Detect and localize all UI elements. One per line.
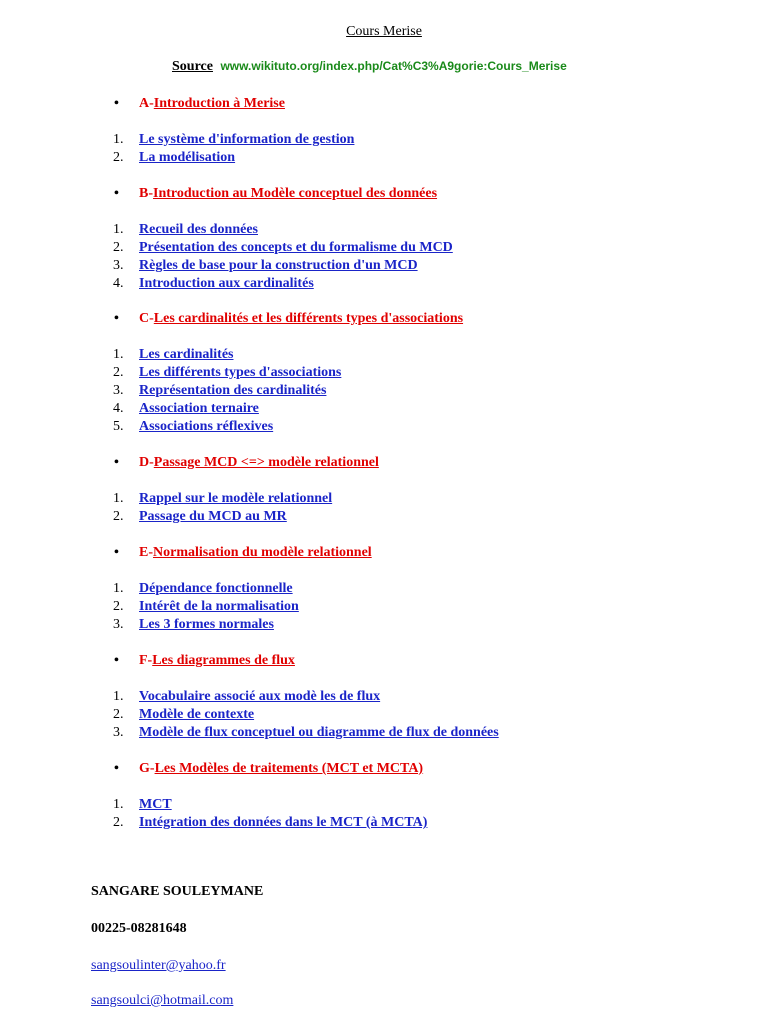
section-item-list xyxy=(0,347,768,437)
section-letter: E- xyxy=(139,545,153,560)
list-item-link[interactable]: Représentation des cardinalités xyxy=(139,383,327,398)
list-item-link[interactable]: Modèle de flux conceptuel ou diagramme de flux de données xyxy=(139,725,499,740)
section-heading-text xyxy=(139,761,423,777)
section-item-list xyxy=(0,689,768,743)
list-item-link[interactable]: Association ternaire xyxy=(139,401,259,416)
section-title-link[interactable]: Introduction au Modèle conceptuel des données xyxy=(153,186,438,201)
section-heading xyxy=(0,761,768,779)
bullet-icon: • xyxy=(114,545,119,560)
list-item xyxy=(0,132,768,150)
list-item-link[interactable]: Recueil des données xyxy=(139,222,258,237)
section-heading-text xyxy=(139,186,437,202)
source-line xyxy=(172,59,567,75)
list-item-number: 5. xyxy=(113,419,124,434)
section-letter: C- xyxy=(139,311,154,326)
list-item-number: 1. xyxy=(113,689,124,704)
email-link-hotmail[interactable]: sangsoulci@hotmail.com xyxy=(91,993,234,1008)
section-item-list xyxy=(0,491,768,527)
section-title-link[interactable]: Normalisation du modèle relationnel xyxy=(153,545,372,560)
section-title-link[interactable]: Introduction à Merise xyxy=(153,96,285,111)
list-item-number: 2. xyxy=(113,599,124,614)
list-item xyxy=(0,491,768,509)
list-item xyxy=(0,419,768,437)
list-item xyxy=(0,707,768,725)
list-item-number: 2. xyxy=(113,707,124,722)
list-item-number: 1. xyxy=(113,797,124,812)
list-item-link[interactable]: Introduction aux cardinalités xyxy=(139,276,314,291)
section-title-link[interactable]: Les diagrammes de flux xyxy=(152,653,295,668)
section-letter: G- xyxy=(139,761,155,776)
section-item-list xyxy=(0,132,768,168)
list-item-number: 4. xyxy=(113,276,124,291)
section-heading xyxy=(0,186,768,204)
section-item-list xyxy=(0,581,768,635)
section-title-link[interactable]: Les cardinalités et les différents types d'associations xyxy=(153,311,464,326)
list-item xyxy=(0,383,768,401)
section-heading-text xyxy=(139,311,463,327)
list-item-link[interactable]: Le système d'information de gestion xyxy=(139,132,355,147)
list-item xyxy=(0,401,768,419)
list-item xyxy=(0,240,768,258)
source-link[interactable]: www.wikituto.org/index.php/Cat%C3%A9gorie:Cours_Merise xyxy=(220,59,567,73)
list-item-number: 2. xyxy=(113,150,124,165)
list-item-number: 1. xyxy=(113,491,124,506)
list-item-number: 1. xyxy=(113,581,124,596)
section-heading xyxy=(0,96,768,114)
list-item-number: 2. xyxy=(113,815,124,830)
list-item-link[interactable]: Les cardinalités xyxy=(139,347,234,362)
section-heading-text xyxy=(139,653,295,669)
list-item-number: 4. xyxy=(113,401,124,416)
section-heading-text xyxy=(139,455,379,471)
section-heading-text xyxy=(139,96,285,112)
list-item xyxy=(0,599,768,617)
bullet-icon: • xyxy=(114,96,119,111)
section xyxy=(0,653,768,743)
section-heading xyxy=(0,311,768,329)
section-letter: A- xyxy=(139,96,154,111)
source-label: Source xyxy=(172,59,213,74)
list-item xyxy=(0,815,768,833)
section-letter: D- xyxy=(139,455,154,470)
list-item-link[interactable]: La modélisation xyxy=(139,150,236,165)
list-item-link[interactable]: Les différents types d'associations xyxy=(139,365,342,380)
list-item-number: 1. xyxy=(113,132,124,147)
list-item-number: 2. xyxy=(113,365,124,380)
author-phone: 00225-08281648 xyxy=(91,921,187,936)
list-item-link[interactable]: Rappel sur le modèle relationnel xyxy=(139,491,333,506)
list-item xyxy=(0,150,768,168)
section xyxy=(0,311,768,437)
section-heading xyxy=(0,653,768,671)
list-item-link[interactable]: Associations réflexives xyxy=(139,419,274,434)
list-item-number: 3. xyxy=(113,383,124,398)
section xyxy=(0,455,768,527)
list-item-number: 2. xyxy=(113,509,124,524)
list-item-link[interactable]: Les 3 formes normales xyxy=(139,617,274,632)
list-item xyxy=(0,347,768,365)
section xyxy=(0,545,768,635)
bullet-icon: • xyxy=(114,311,119,326)
list-item-link[interactable]: Vocabulaire associé aux modè les de flux xyxy=(139,689,381,704)
list-item-number: 3. xyxy=(113,258,124,273)
list-item-link[interactable]: Règles de base pour la construction d'un MCD xyxy=(139,258,418,273)
bullet-icon: • xyxy=(114,455,119,470)
section xyxy=(0,186,768,294)
list-item-link[interactable]: Intérêt de la normalisation xyxy=(139,599,299,614)
list-item xyxy=(0,365,768,383)
section-title-link[interactable]: Passage MCD <=> modèle relationnel xyxy=(153,455,379,470)
section-heading xyxy=(0,545,768,563)
list-item-number: 3. xyxy=(113,617,124,632)
bullet-icon: • xyxy=(114,761,119,776)
list-item-number: 1. xyxy=(113,222,124,237)
page-title: Cours Merise xyxy=(346,24,422,39)
list-item xyxy=(0,617,768,635)
list-item-link[interactable]: Intégration des données dans le MCT (à MCTA) xyxy=(139,815,428,830)
list-item xyxy=(0,689,768,707)
list-item xyxy=(0,581,768,599)
section-letter: B- xyxy=(139,186,153,201)
list-item xyxy=(0,509,768,527)
list-item-link[interactable]: Passage du MCD au MR xyxy=(139,509,287,524)
list-item xyxy=(0,725,768,743)
section-heading xyxy=(0,455,768,473)
list-item-number: 2. xyxy=(113,240,124,255)
list-item-link[interactable]: Dépendance fonctionnelle xyxy=(139,581,293,596)
list-item xyxy=(0,258,768,276)
author-name: SANGARE SOULEYMANE xyxy=(91,884,264,899)
list-item-number: 3. xyxy=(113,725,124,740)
list-item-link[interactable]: Modèle de contexte xyxy=(139,707,255,722)
email-link-yahoo[interactable]: sangsoulinter@yahoo.fr xyxy=(91,958,226,973)
list-item xyxy=(0,276,768,294)
bullet-icon: • xyxy=(114,653,119,668)
section xyxy=(0,761,768,833)
list-item-link[interactable]: Présentation des concepts et du formalisme du MCD xyxy=(139,240,453,255)
list-item-link[interactable]: MCT xyxy=(139,797,172,812)
list-item-number: 1. xyxy=(113,347,124,362)
section-heading-text xyxy=(139,545,372,561)
section-item-list xyxy=(0,797,768,833)
section-letter: F- xyxy=(139,653,153,668)
bullet-icon: • xyxy=(114,186,119,201)
list-item xyxy=(0,797,768,815)
section-title-link[interactable]: Les Modèles de traitements (MCT et MCTA) xyxy=(154,761,424,776)
section-item-list xyxy=(0,222,768,294)
list-item xyxy=(0,222,768,240)
section xyxy=(0,96,768,168)
